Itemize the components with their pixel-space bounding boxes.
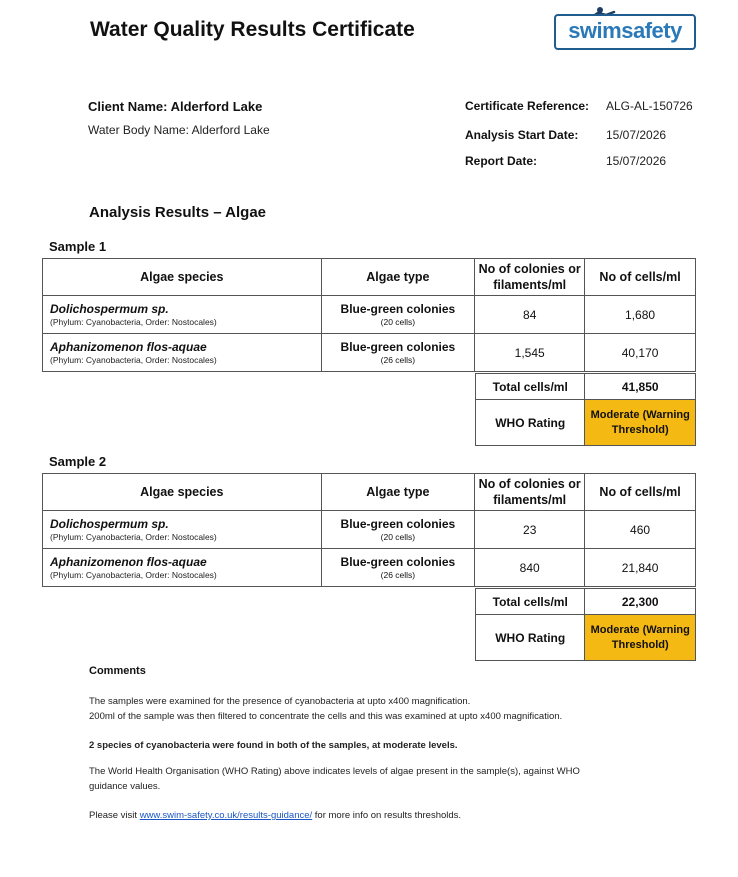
analysis-start-date-label: Analysis Start Date:: [465, 128, 579, 142]
who-rating-badge: Moderate (Warning Threshold): [585, 400, 696, 446]
swimsafety-logo: [554, 6, 696, 50]
species-name: Dolichospermum sp.: [50, 302, 169, 316]
total-row: [476, 374, 696, 400]
comments-title: Comments: [89, 665, 146, 677]
sample-2-results-table: [42, 473, 696, 587]
colonies-value: 840: [475, 549, 585, 587]
who-rating-label: WHO Rating: [476, 400, 585, 446]
cells-value: 21,840: [585, 549, 696, 587]
colonies-value: 84: [475, 296, 585, 334]
colonies-value: 23: [475, 511, 585, 549]
who-rating-badge: Moderate (Warning Threshold): [585, 615, 696, 661]
comment-line-2: 200ml of the sample was then filtered to concentrate the cells and this was examined at upto x400 magnification.: [89, 711, 563, 722]
species-cell: [43, 334, 322, 372]
species-phylum: (Phylum: Cyanobacteria, Order: Nostocales): [50, 570, 217, 580]
comment-summary: 2 species of cyanobacteria were found in both of the samples, at moderate levels.: [89, 740, 458, 751]
table-row: [43, 549, 696, 587]
water-body-name: Water Body Name: Alderford Lake: [88, 123, 270, 137]
colonies-value: 1,545: [475, 334, 585, 372]
who-rating-row: [476, 615, 696, 661]
species-cell: [43, 296, 322, 334]
total-cells-value: 22,300: [585, 589, 696, 615]
table-header-row: [43, 259, 696, 296]
column-header-colonies: No of colonies or filaments/ml: [475, 259, 585, 296]
algae-type-cells: (20 cells): [380, 317, 416, 327]
table-row: [43, 296, 696, 334]
column-header-type: Algae type: [321, 259, 475, 296]
species-phylum: (Phylum: Cyanobacteria, Order: Nostocales): [50, 317, 217, 327]
sample-1-results-table: [42, 258, 696, 372]
algae-type: Blue-green colonies: [340, 302, 456, 316]
page-title: Water Quality Results Certificate: [90, 18, 415, 41]
algae-type: Blue-green colonies: [340, 340, 456, 354]
comment-who-line-1: The World Health Organisation (WHO Rating) above indicates levels of algae present in the sample(s), against WHO: [89, 766, 580, 777]
report-date-label: Report Date:: [465, 154, 538, 168]
total-cells-label: Total cells/ml: [476, 589, 585, 615]
type-cell: [321, 296, 475, 334]
total-cells-label: Total cells/ml: [476, 374, 585, 400]
results-guidance-link[interactable]: www.swim-safety.co.uk/results-guidance/: [139, 810, 313, 821]
cells-value: 40,170: [585, 334, 696, 372]
comment-line-1: The samples were examined for the presence of cyanobacteria at upto x400 magnification.: [89, 696, 471, 707]
species-cell: [43, 549, 322, 587]
client-name: Client Name: Alderford Lake: [88, 99, 263, 114]
type-cell: [321, 549, 475, 587]
section-title: Analysis Results – Algae: [89, 204, 267, 221]
certificate-reference-value: ALG-AL-150726: [606, 99, 693, 113]
sample-2-title: Sample 2: [49, 454, 107, 469]
type-cell: [321, 334, 475, 372]
column-header-cells: No of cells/ml: [585, 259, 696, 296]
who-rating-label: WHO Rating: [476, 615, 585, 661]
total-row: [476, 589, 696, 615]
species-name: Aphanizomenon flos-aquae: [50, 555, 207, 569]
analysis-start-date-value: 15/07/2026: [606, 128, 667, 142]
logo-text: swimsafety: [568, 18, 682, 43]
column-header-cells: No of cells/ml: [585, 474, 696, 511]
total-cells-value: 41,850: [585, 374, 696, 400]
visit-prefix: Please visit: [89, 810, 140, 821]
table-row: [43, 334, 696, 372]
report-date-value: 15/07/2026: [606, 154, 667, 168]
table-header-row: [43, 474, 696, 511]
comment-who-line-2: guidance values.: [89, 781, 161, 792]
type-cell: [321, 511, 475, 549]
column-header-type: Algae type: [321, 474, 475, 511]
sample-1-title: Sample 1: [49, 239, 107, 254]
species-phylum: (Phylum: Cyanobacteria, Order: Nostocales): [50, 355, 217, 365]
species-phylum: (Phylum: Cyanobacteria, Order: Nostocales): [50, 532, 217, 542]
certificate-reference-label: Certificate Reference:: [465, 99, 590, 113]
algae-type-cells: (26 cells): [380, 570, 416, 580]
comment-visit: [89, 808, 461, 823]
visit-suffix: for more info on results thresholds.: [312, 810, 462, 821]
sample-2-summary-table: [475, 588, 696, 661]
sample-1-summary-table: [475, 373, 696, 446]
algae-type: Blue-green colonies: [340, 555, 456, 569]
column-header-species: Algae species: [43, 259, 322, 296]
algae-type: Blue-green colonies: [340, 517, 456, 531]
algae-type-cells: (26 cells): [380, 355, 416, 365]
who-rating-row: [476, 400, 696, 446]
cells-value: 1,680: [585, 296, 696, 334]
algae-type-cells: (20 cells): [380, 532, 416, 542]
species-name: Dolichospermum sp.: [50, 517, 169, 531]
species-cell: [43, 511, 322, 549]
column-header-colonies: No of colonies or filaments/ml: [475, 474, 585, 511]
cells-value: 460: [585, 511, 696, 549]
column-header-species: Algae species: [43, 474, 322, 511]
table-row: [43, 511, 696, 549]
species-name: Aphanizomenon flos-aquae: [50, 340, 207, 354]
